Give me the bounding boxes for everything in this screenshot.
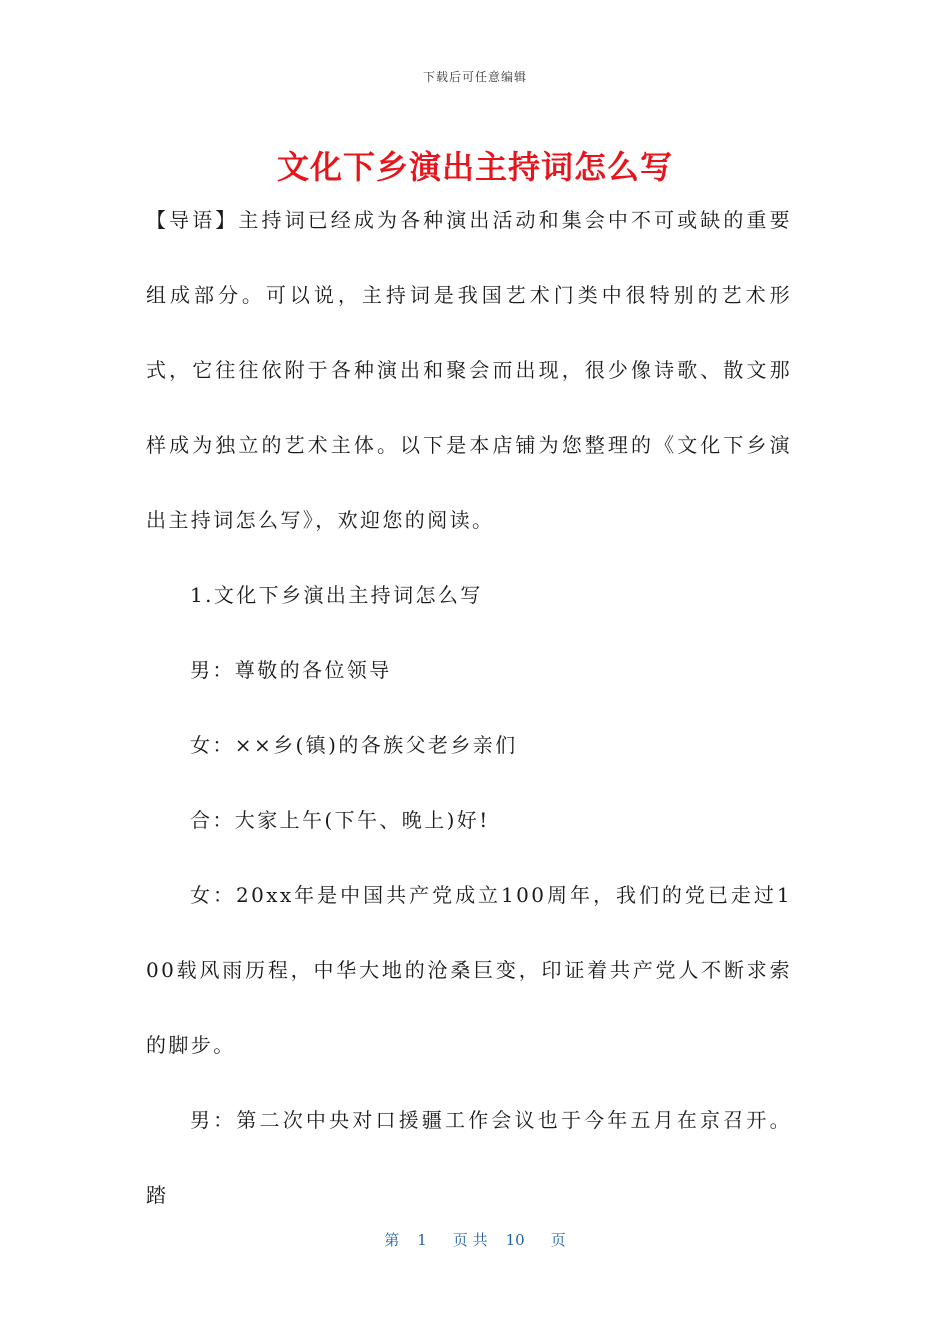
footer-suffix: 页: [550, 1231, 566, 1249]
dialogue-line: 合：大家上午(下午、晚上)好!: [190, 808, 490, 832]
dialogue-line: 男：第二次中央对口援疆工作会议也于今年五月在京召开。踏: [146, 1108, 792, 1207]
section-heading: 1.文化下乡演出主持词怎么写: [190, 583, 483, 607]
dialogue-line: 女：20xx年是中国共产党成立100周年，我们的党已走过100载风雨历程，中华大地的沧桑巨变，印证着共产党人不断求索的脚步。: [146, 883, 792, 1057]
document-title: 文化下乡演出主持词怎么写: [276, 148, 673, 186]
footer-prefix: 第: [384, 1231, 400, 1249]
document-body: [146, 183, 792, 1233]
footer-current-page: 1: [417, 1231, 427, 1249]
page-header-note: 下载后可任意编辑: [422, 70, 527, 84]
footer-middle: 页 共: [452, 1231, 488, 1249]
page-footer: [0, 1229, 950, 1250]
dialogue-line: 女：××乡(镇)的各族父老乡亲们: [190, 733, 518, 757]
dialogue-line: 男：尊敬的各位领导: [190, 658, 392, 682]
footer-total-pages: 10: [505, 1231, 525, 1249]
intro-paragraph: 【导语】主持词已经成为各种演出活动和集会中不可或缺的重要组成部分。可以说，主持词是我国艺术门类中很特别的艺术形式，它往往依附于各种演出和聚会而出现，很少像诗歌、散文那样成为独立的艺术主体。以下是本店铺为您整理的《文化下乡演出主持词怎么写》，欢迎您的阅读。: [146, 208, 792, 532]
